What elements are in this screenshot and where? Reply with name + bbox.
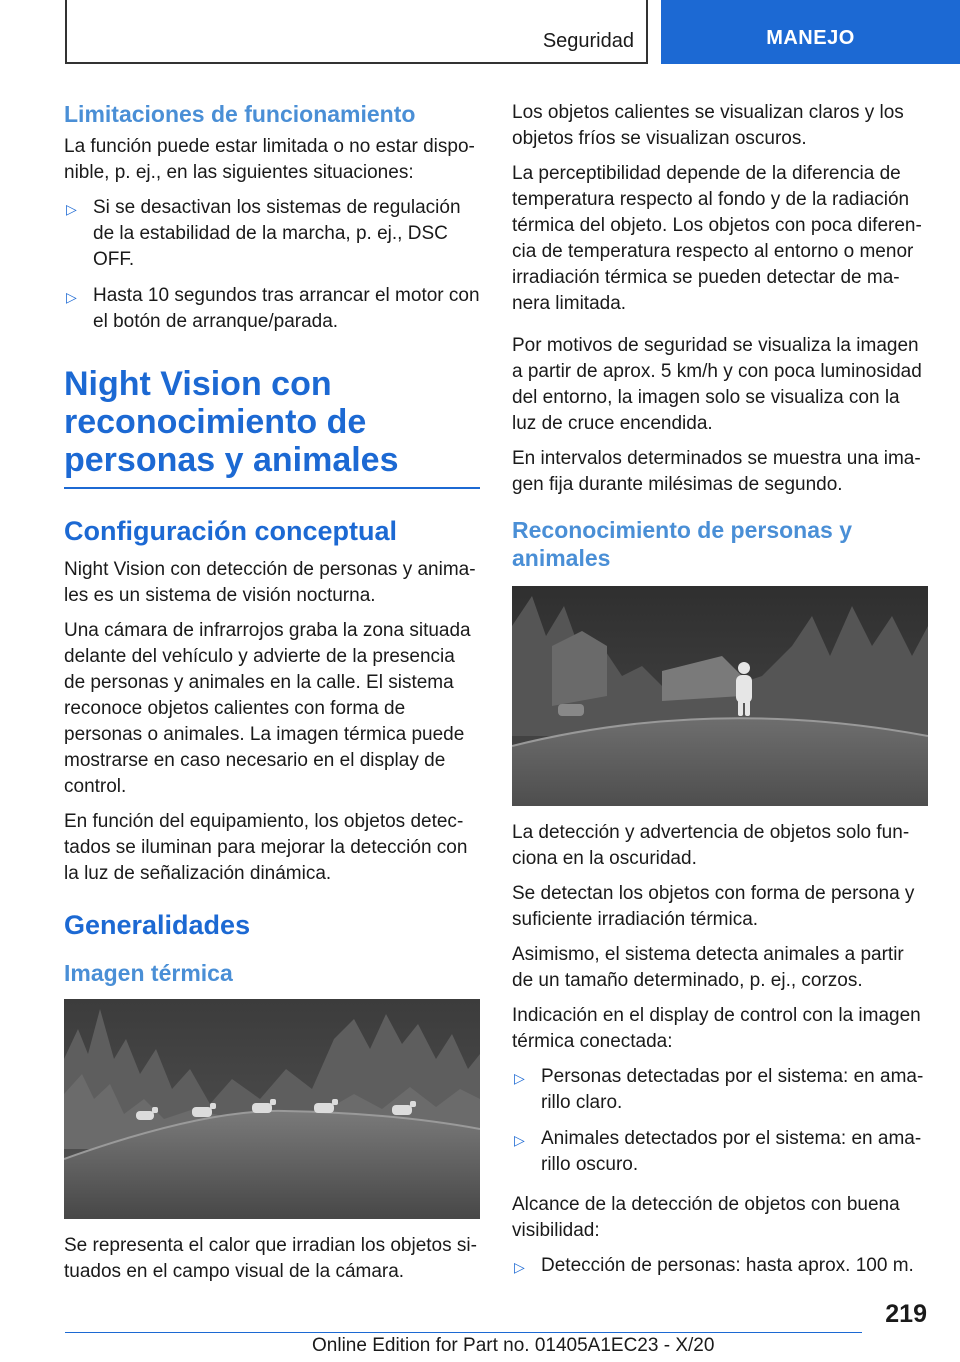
recognition-paragraph: Asimismo, el sistema detecta animales a partir de un tamaño determinado, p. ej., corzos.: [512, 944, 904, 991]
body-paragraph: Por motivos de seguridad se visualiza la imagen a partir de aprox. 5 km/h y con poca luminosidad del entorno, la imagen solo se visualiza con la luz de cruce encendida.: [512, 335, 922, 434]
general-heading: Generalidades: [64, 910, 251, 940]
concept-paragraph: Night Vision con detección de personas y animales es un sistema de visión nocturna.: [64, 559, 476, 606]
footer-divider: [65, 1332, 862, 1333]
bullet-triangle-icon: ▷: [66, 201, 77, 217]
bullet-triangle-icon: ▷: [514, 1259, 525, 1275]
bullet-triangle-icon: ▷: [514, 1132, 525, 1148]
thermal-image-person-figure: [512, 586, 928, 806]
list-item: ▷ Hasta 10 segundos tras arrancar el motor con el botón de arranque/parada.: [66, 285, 480, 332]
thermal-image-caption: Se representa el calor que irradian los objetos situados en el campo visual de la cámara.: [64, 1235, 477, 1282]
bullet-triangle-icon: ▷: [66, 289, 77, 305]
limitations-list: [64, 195, 480, 335]
page-number: 219: [885, 1300, 927, 1328]
page-title: Night Vision con reconocimiento de personas y animales: [64, 365, 399, 479]
list-item: ▷ Detección de personas: hasta aprox. 100 m.: [512, 1253, 928, 1279]
edition-footer: Online Edition for Part no. 01405A1EC23 - X/20: [312, 1335, 715, 1356]
range-list: [512, 1253, 928, 1279]
thermal-image-subheading: Imagen térmica: [64, 960, 233, 986]
thermal-image-animals-figure: [64, 999, 480, 1219]
limitations-intro: La función puede estar limitada o no estar disponible, p. ej., en las siguientes situaciones:: [64, 136, 475, 183]
chapter-tab-label: MANEJO: [766, 26, 855, 49]
recognition-paragraph: La detección y advertencia de objetos solo funciona en la oscuridad.: [512, 822, 910, 869]
left-column: [64, 100, 480, 1294]
list-item: ▷ Si se desactivan los sistemas de regulación de la estabilidad de la marcha, p. ej., DSC OFF.: [66, 197, 461, 270]
recognition-paragraph: Indicación en el display de control con la imagen térmica conectada:: [512, 1005, 921, 1052]
main-title-block: [64, 365, 480, 489]
list-item: ▷ Personas detectadas por el sistema: en amarillo claro.: [514, 1066, 924, 1113]
right-column: [512, 100, 928, 1293]
limitations-heading: Limitaciones de funcionamiento: [64, 101, 416, 127]
bullet-triangle-icon: ▷: [514, 1070, 525, 1086]
body-paragraph: Los objetos calientes se visualizan claros y los objetos fríos se visualizan oscuros.: [512, 102, 904, 149]
concept-paragraph: En función del equipamiento, los objetos detectados se iluminan para mejorar la detección con la luz de señalización dinámica.: [64, 811, 468, 884]
concept-heading: Configuración conceptual: [64, 516, 398, 546]
chapter-tab[interactable]: [661, 0, 960, 64]
body-paragraph: La perceptibilidad depende de la diferencia de temperatura respecto al fondo y de la radiación térmica del objeto. Los objetos con poca diferencia de temperatura respecto al entorno o menor irradiación térmica se pueden detectar de manera limitada.: [512, 163, 922, 314]
recognition-paragraph: Alcance de la detección de objetos con buena visibilidad:: [512, 1194, 900, 1241]
concept-paragraph: Una cámara de infrarrojos graba la zona situada delante del vehículo y advierte de la presencia de personas y animales en la calle. El sistema reconoce objetos calientes con forma de personas o animales. La imagen térmica puede mostrarse en caso necesario en el display de control.: [64, 620, 471, 797]
recognition-list: [512, 1064, 928, 1178]
list-item: ▷ Animales detectados por el sistema: en amarillo oscuro.: [514, 1128, 922, 1175]
header-section-title: Seguridad: [542, 30, 634, 52]
body-paragraph: En intervalos determinados se muestra una imagen fija durante milésimas de segundo.: [512, 448, 921, 495]
recognition-heading: Reconocimiento de personas y animales: [512, 517, 852, 571]
recognition-paragraph: Se detectan los objetos con forma de persona y suficiente irradiación térmica.: [512, 883, 915, 930]
